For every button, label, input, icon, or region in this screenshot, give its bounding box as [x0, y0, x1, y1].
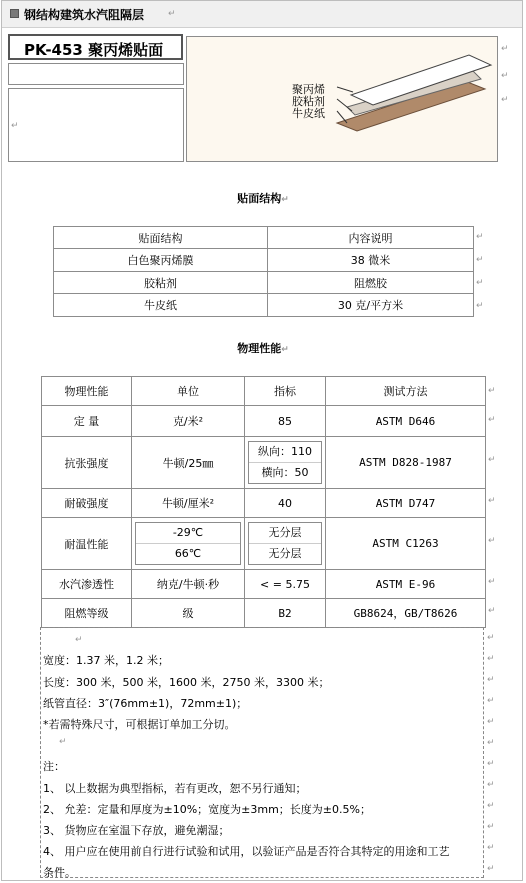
value-line: 无分层 — [268, 547, 302, 560]
paragraph-mark: ↵ — [168, 9, 176, 19]
paragraph-mark: ↵ — [501, 95, 509, 105]
paragraph-mark: ↵ — [488, 455, 496, 465]
paragraph-mark: ↵ — [476, 278, 484, 288]
unit-line: -29℃ — [136, 523, 240, 544]
paragraph-mark: ↵ — [488, 496, 496, 506]
table-row — [54, 294, 474, 317]
core-spec: 纸管直径：3″(76mm±1)，72mm±1)； — [43, 697, 248, 710]
table-cell: GB8624，GB/T8626 — [326, 599, 486, 628]
column-header: 指标 — [245, 377, 326, 406]
leader-line — [337, 87, 353, 92]
notes-box — [40, 627, 484, 878]
unit-line: 66℃ — [174, 547, 202, 560]
table-row — [42, 406, 486, 437]
table-header-row — [54, 227, 474, 249]
note-item: 2、 允差：定量和厚度为±10%；宽度为±3mm；长度为±0.5%； — [43, 803, 371, 816]
column-header: 物理性能 — [42, 377, 132, 406]
table-cell: 水汽渗透性 — [42, 570, 132, 599]
note-item: 3、 货物应在室温下存放，避免潮湿； — [43, 824, 230, 837]
column-header: 测试方法 — [326, 377, 486, 406]
table-row — [54, 249, 474, 272]
structure-section-title: 贴面结构↵ — [237, 192, 289, 205]
nested-value-box — [248, 522, 322, 565]
table-cell: 阻燃等级 — [42, 599, 132, 628]
table-cell: ASTM D747 — [326, 489, 486, 518]
value-line: 无分层 — [249, 523, 321, 544]
paragraph-mark: ↵ — [476, 255, 484, 265]
table-cell — [132, 518, 245, 570]
table-cell: 85 — [245, 406, 326, 437]
layer-label-polypropylene: 聚丙烯 — [292, 83, 325, 96]
header-bar — [2, 1, 522, 28]
column-header: 内容说明 — [268, 227, 474, 249]
paragraph-mark: ↵ — [11, 121, 19, 131]
table-cell: 定 量 — [42, 406, 132, 437]
paragraph-mark: ↵ — [488, 577, 496, 587]
table-cell: 38 微米 — [268, 249, 474, 272]
paragraph-mark: ↵ — [488, 536, 496, 546]
paragraph-mark: ↵ — [476, 301, 484, 311]
paragraph-mark: ↵ — [487, 801, 495, 811]
square-bullet-icon — [10, 9, 19, 18]
width-spec: 宽度：1.37 米，1.2 米； — [43, 654, 169, 667]
blank-box — [8, 88, 184, 162]
table-cell: 阻燃胶 — [268, 272, 474, 294]
table-cell: 牛皮纸 — [54, 294, 268, 317]
paragraph-mark: ↵ — [501, 44, 509, 54]
table-cell: B2 — [245, 599, 326, 628]
table-cell: 牛顿/厘米² — [132, 489, 245, 518]
properties-section-title: 物理性能↵ — [237, 342, 289, 355]
paragraph-mark: ↵ — [487, 696, 495, 706]
paragraph-mark: ↵ — [501, 71, 509, 81]
nested-unit-box — [135, 522, 241, 565]
paragraph-mark: ↵ — [476, 232, 484, 242]
table-row — [42, 518, 486, 570]
paragraph-mark: ↵ — [59, 737, 67, 747]
column-header: 贴面结构 — [54, 227, 268, 249]
paragraph-mark: ↵ — [487, 822, 495, 832]
table-cell: 30 克/平方米 — [268, 294, 474, 317]
table-cell: 耐温性能 — [42, 518, 132, 570]
table-cell: 40 — [245, 489, 326, 518]
column-header: 单位 — [132, 377, 245, 406]
table-cell: 级 — [132, 599, 245, 628]
table-cell: 胶粘剂 — [54, 272, 268, 294]
layer-diagram-svg — [187, 37, 499, 163]
table-cell: ASTM E-96 — [326, 570, 486, 599]
note-item: 条件。 — [43, 866, 76, 879]
paragraph-mark: ↵ — [487, 654, 495, 664]
table-cell: ASTM D828-1987 — [326, 437, 486, 489]
paragraph-mark: ↵ — [487, 717, 495, 727]
layer-label-adhesive: 胶粘剂 — [292, 95, 325, 108]
blank-box — [8, 63, 184, 85]
table-row — [42, 599, 486, 628]
leader-line — [337, 99, 352, 111]
table-row — [42, 570, 486, 599]
table-cell: ASTM C1263 — [326, 518, 486, 570]
paragraph-mark: ↵ — [487, 780, 495, 790]
paragraph-mark: ↵ — [488, 606, 496, 616]
table-cell: 纳克/牛顿·秒 — [132, 570, 245, 599]
note-heading: 注： — [43, 760, 65, 773]
paragraph-mark: ↵ — [488, 415, 496, 425]
product-name-box — [8, 34, 183, 60]
note-item: 1、 以上数据为典型指标，若有更改，恕不另行通知； — [43, 782, 307, 795]
table-cell: 克/米² — [132, 406, 245, 437]
table-header-row — [42, 377, 486, 406]
table-row — [54, 272, 474, 294]
product-name: PK-453 聚丙烯贴面 — [24, 41, 164, 59]
paragraph-mark: ↵ — [487, 759, 495, 769]
table-cell: 牛顿/25㎜ — [132, 437, 245, 489]
table-row — [42, 489, 486, 518]
layer-structure-figure — [186, 36, 498, 162]
table-cell — [245, 437, 326, 489]
value-line: 纵向：110 — [249, 442, 321, 463]
table-cell: ASTM D646 — [326, 406, 486, 437]
paragraph-mark: ↵ — [75, 635, 83, 645]
length-spec: 长度：300 米，500 米，1600 米，2750 米，3300 米； — [43, 676, 330, 689]
layer-label-kraft: 牛皮纸 — [292, 107, 325, 120]
nested-value-box — [248, 441, 322, 484]
special-size-note: *若需特殊尺寸，可根据订单加工分切。 — [43, 718, 236, 731]
paragraph-mark: ↵ — [488, 386, 496, 396]
paragraph-mark: ↵ — [487, 633, 495, 643]
table-cell: 白色聚丙烯膜 — [54, 249, 268, 272]
properties-table — [41, 376, 486, 628]
table-cell: 抗张强度 — [42, 437, 132, 489]
table-cell: 耐破强度 — [42, 489, 132, 518]
paragraph-mark: ↵ — [487, 675, 495, 685]
value-line: 横向：50 — [261, 466, 309, 479]
table-row — [42, 437, 486, 489]
note-item: 4、 用户应在使用前自行进行试验和试用，以验证产品是否符合其特定的用途和工艺 — [43, 845, 450, 858]
table-cell — [245, 518, 326, 570]
paragraph-mark: ↵ — [487, 864, 495, 874]
table-cell: < = 5.75 — [245, 570, 326, 599]
page-title: 钢结构建筑水汽阻隔层 — [24, 8, 145, 22]
paragraph-mark: ↵ — [487, 843, 495, 853]
paragraph-mark: ↵ — [487, 738, 495, 748]
structure-table — [53, 226, 474, 317]
